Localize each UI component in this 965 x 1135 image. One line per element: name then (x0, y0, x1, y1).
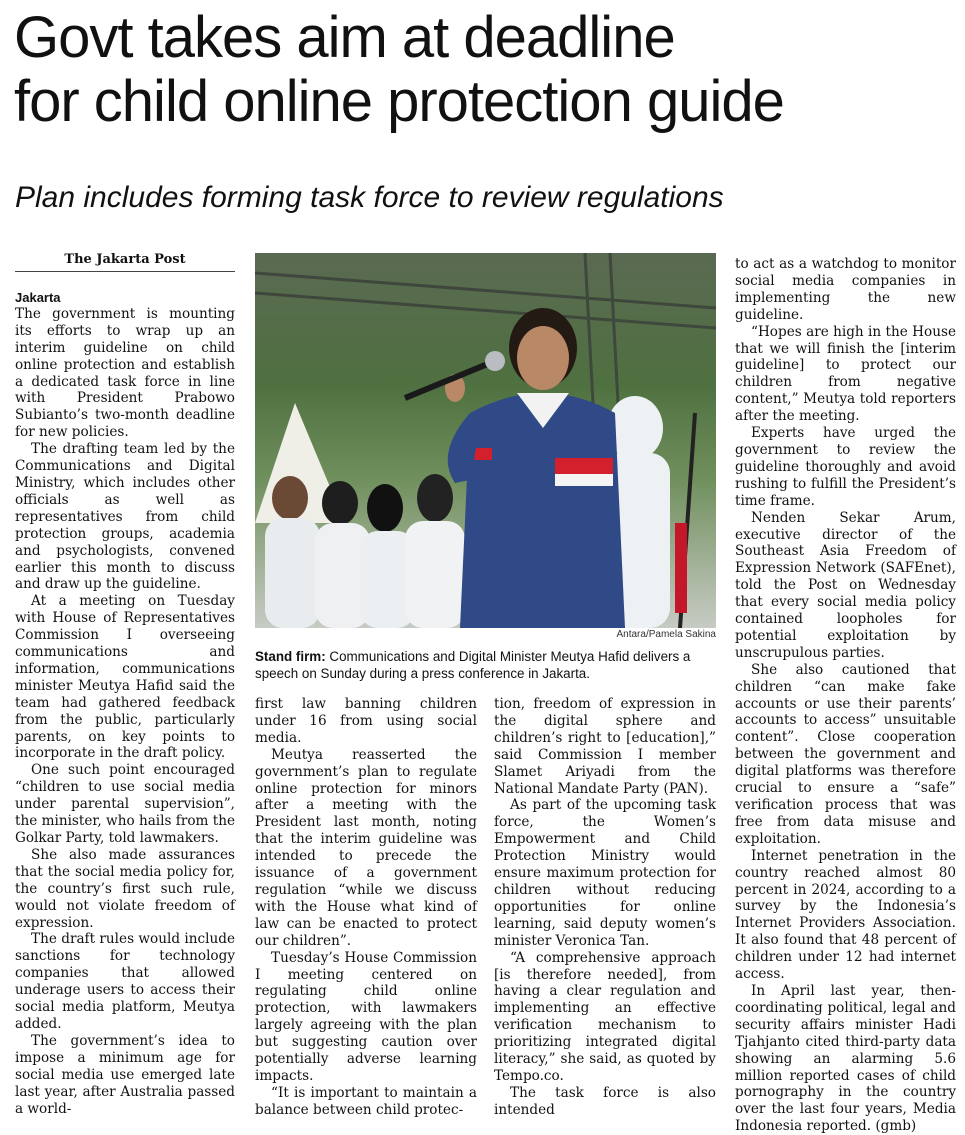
paragraph: Tuesday’s House Commission I meeting centered on regulating child online protection, with lawmakers largely agreeing with the plan but suggesting caution over potentially adverse learning impacts. (255, 949, 477, 1084)
paragraph: As part of the upcoming task force, the Women’s Empowerment and Child Protection Ministry would ensure maximum protection for children without reducing opportunities for online learning, said deputy women’s minister Veronica Tan. (494, 797, 716, 949)
press-photo-illustration (255, 253, 716, 628)
press-photo (255, 253, 716, 628)
paragraph: “A comprehensive approach [is therefore needed], from having a clear regulation and implementing an effective verification mechanism to prioritizing integrated digital literacy,” she said, as quoted by Tempo.co. (494, 949, 716, 1084)
article-column-4 (735, 256, 956, 1135)
paragraph: The government is mounting its efforts to wrap up an interim guideline on child online protection and establish a dedicated task force in line with President Prabowo Subianto’s two-month deadline for new policies. (15, 305, 235, 441)
headline-line-2: for child online protection guide (14, 69, 784, 134)
subheadline: Plan includes forming task force to review regulations (15, 181, 724, 214)
article-column-1 (15, 252, 235, 1117)
paragraph: Nenden Sekar Arum, executive director of the Southeast Asia Freedom of Expression Network (SAFEnet), told the Post on Wednesday that every social media policy contained loopholes for potential exploitation by unscrupulous parties. (735, 509, 956, 661)
paragraph: At a meeting on Tuesday with House of Representatives Commission I overseeing communications and information, communications minister Meutya Hafid said the team had gathered feedback from the public, particularly parents, on key points to incorporate in the draft policy. (15, 593, 235, 762)
paragraph: “It is important to maintain a balance between child protec- (255, 1084, 477, 1118)
paragraph: In April last year, then-coordinating political, legal and security affairs minister Hadi Tjahjanto cited third-party data showing an alarming 5.6 million reported cases of child pornography in the country over the last four years, Media Indonesia reported. (gmb) (735, 982, 956, 1135)
headline-line-1: Govt takes aim at deadline (14, 5, 675, 70)
article-column-2 (255, 696, 477, 1118)
paragraph: The draft rules would include sanctions for technology companies that allowed underage users to access their social media platform, Meutya added. (15, 931, 235, 1032)
headline (14, 6, 959, 134)
photo-credit: Antara/Pamela Sakina (616, 629, 716, 640)
paragraph: One such point encouraged “children to use social media under parental supervision”, the minister, who hails from the Golkar Party, told lawmakers. (15, 762, 235, 846)
paragraph: The task force is also intended (494, 1084, 716, 1118)
paragraph: The drafting team led by the Communications and Digital Ministry, which includes other officials as well as representatives from child protection groups, academia and psychologists, convened earlier this month to discuss and draw up the guideline. (15, 441, 235, 593)
photo-caption (255, 648, 717, 682)
paragraph: tion, freedom of expression in the digital sphere and children’s right to [education],” said Commission I member Slamet Ariyadi from the National Mandate Party (PAN). (494, 696, 716, 797)
paragraph: Experts have urged the government to review the guideline thoroughly and avoid rushing to fulfill the President’s time frame. (735, 425, 956, 509)
paragraph: The government’s idea to impose a minimum age for social media use emerged late last year, after Australia passed a world- (15, 1032, 235, 1117)
caption-text: Communications and Digital Minister Meutya Hafid delivers a speech on Sunday during a press conference in Jakarta. (255, 649, 691, 681)
paragraph: to act as a watchdog to monitor social media companies in implementing the new guideline. (735, 256, 956, 323)
publisher-name: The Jakarta Post (15, 252, 235, 272)
dateline: Jakarta (15, 289, 61, 305)
paragraph: Meutya reasserted the government’s plan to regulate online protection for minors after a meeting with the President last month, noting that the interim guideline was intended to precede the issuance of a government regulation “while we discuss with the House what kind of law can be enacted to protect our children”. (255, 746, 477, 949)
paragraph: She also made assurances that the social media policy for, the country’s first such rule, would not violate freedom of expression. (15, 846, 235, 931)
paragraph: Internet penetration in the country reached almost 80 percent in 2024, according to a survey by the Indonesia’s Internet Providers Association. It also found that 48 percent of children under 12 had internet access. (735, 847, 956, 983)
caption-lead: Stand firm: (255, 649, 326, 664)
paragraph: “Hopes are high in the House that we will finish the [interim guideline] to protect our children from negative content,” Meutya told reporters after the meeting. (735, 323, 956, 425)
article-column-3 (494, 696, 716, 1118)
paragraph: first law banning children under 16 from using social media. (255, 696, 477, 746)
paragraph: She also cautioned that children “can make fake accounts or use their parents’ accounts to access” unsuitable content”. Close cooperation between the government and digital platforms was therefore crucial to ensure a “safe” verification process that was free from data misuse and exploitation. (735, 661, 956, 847)
